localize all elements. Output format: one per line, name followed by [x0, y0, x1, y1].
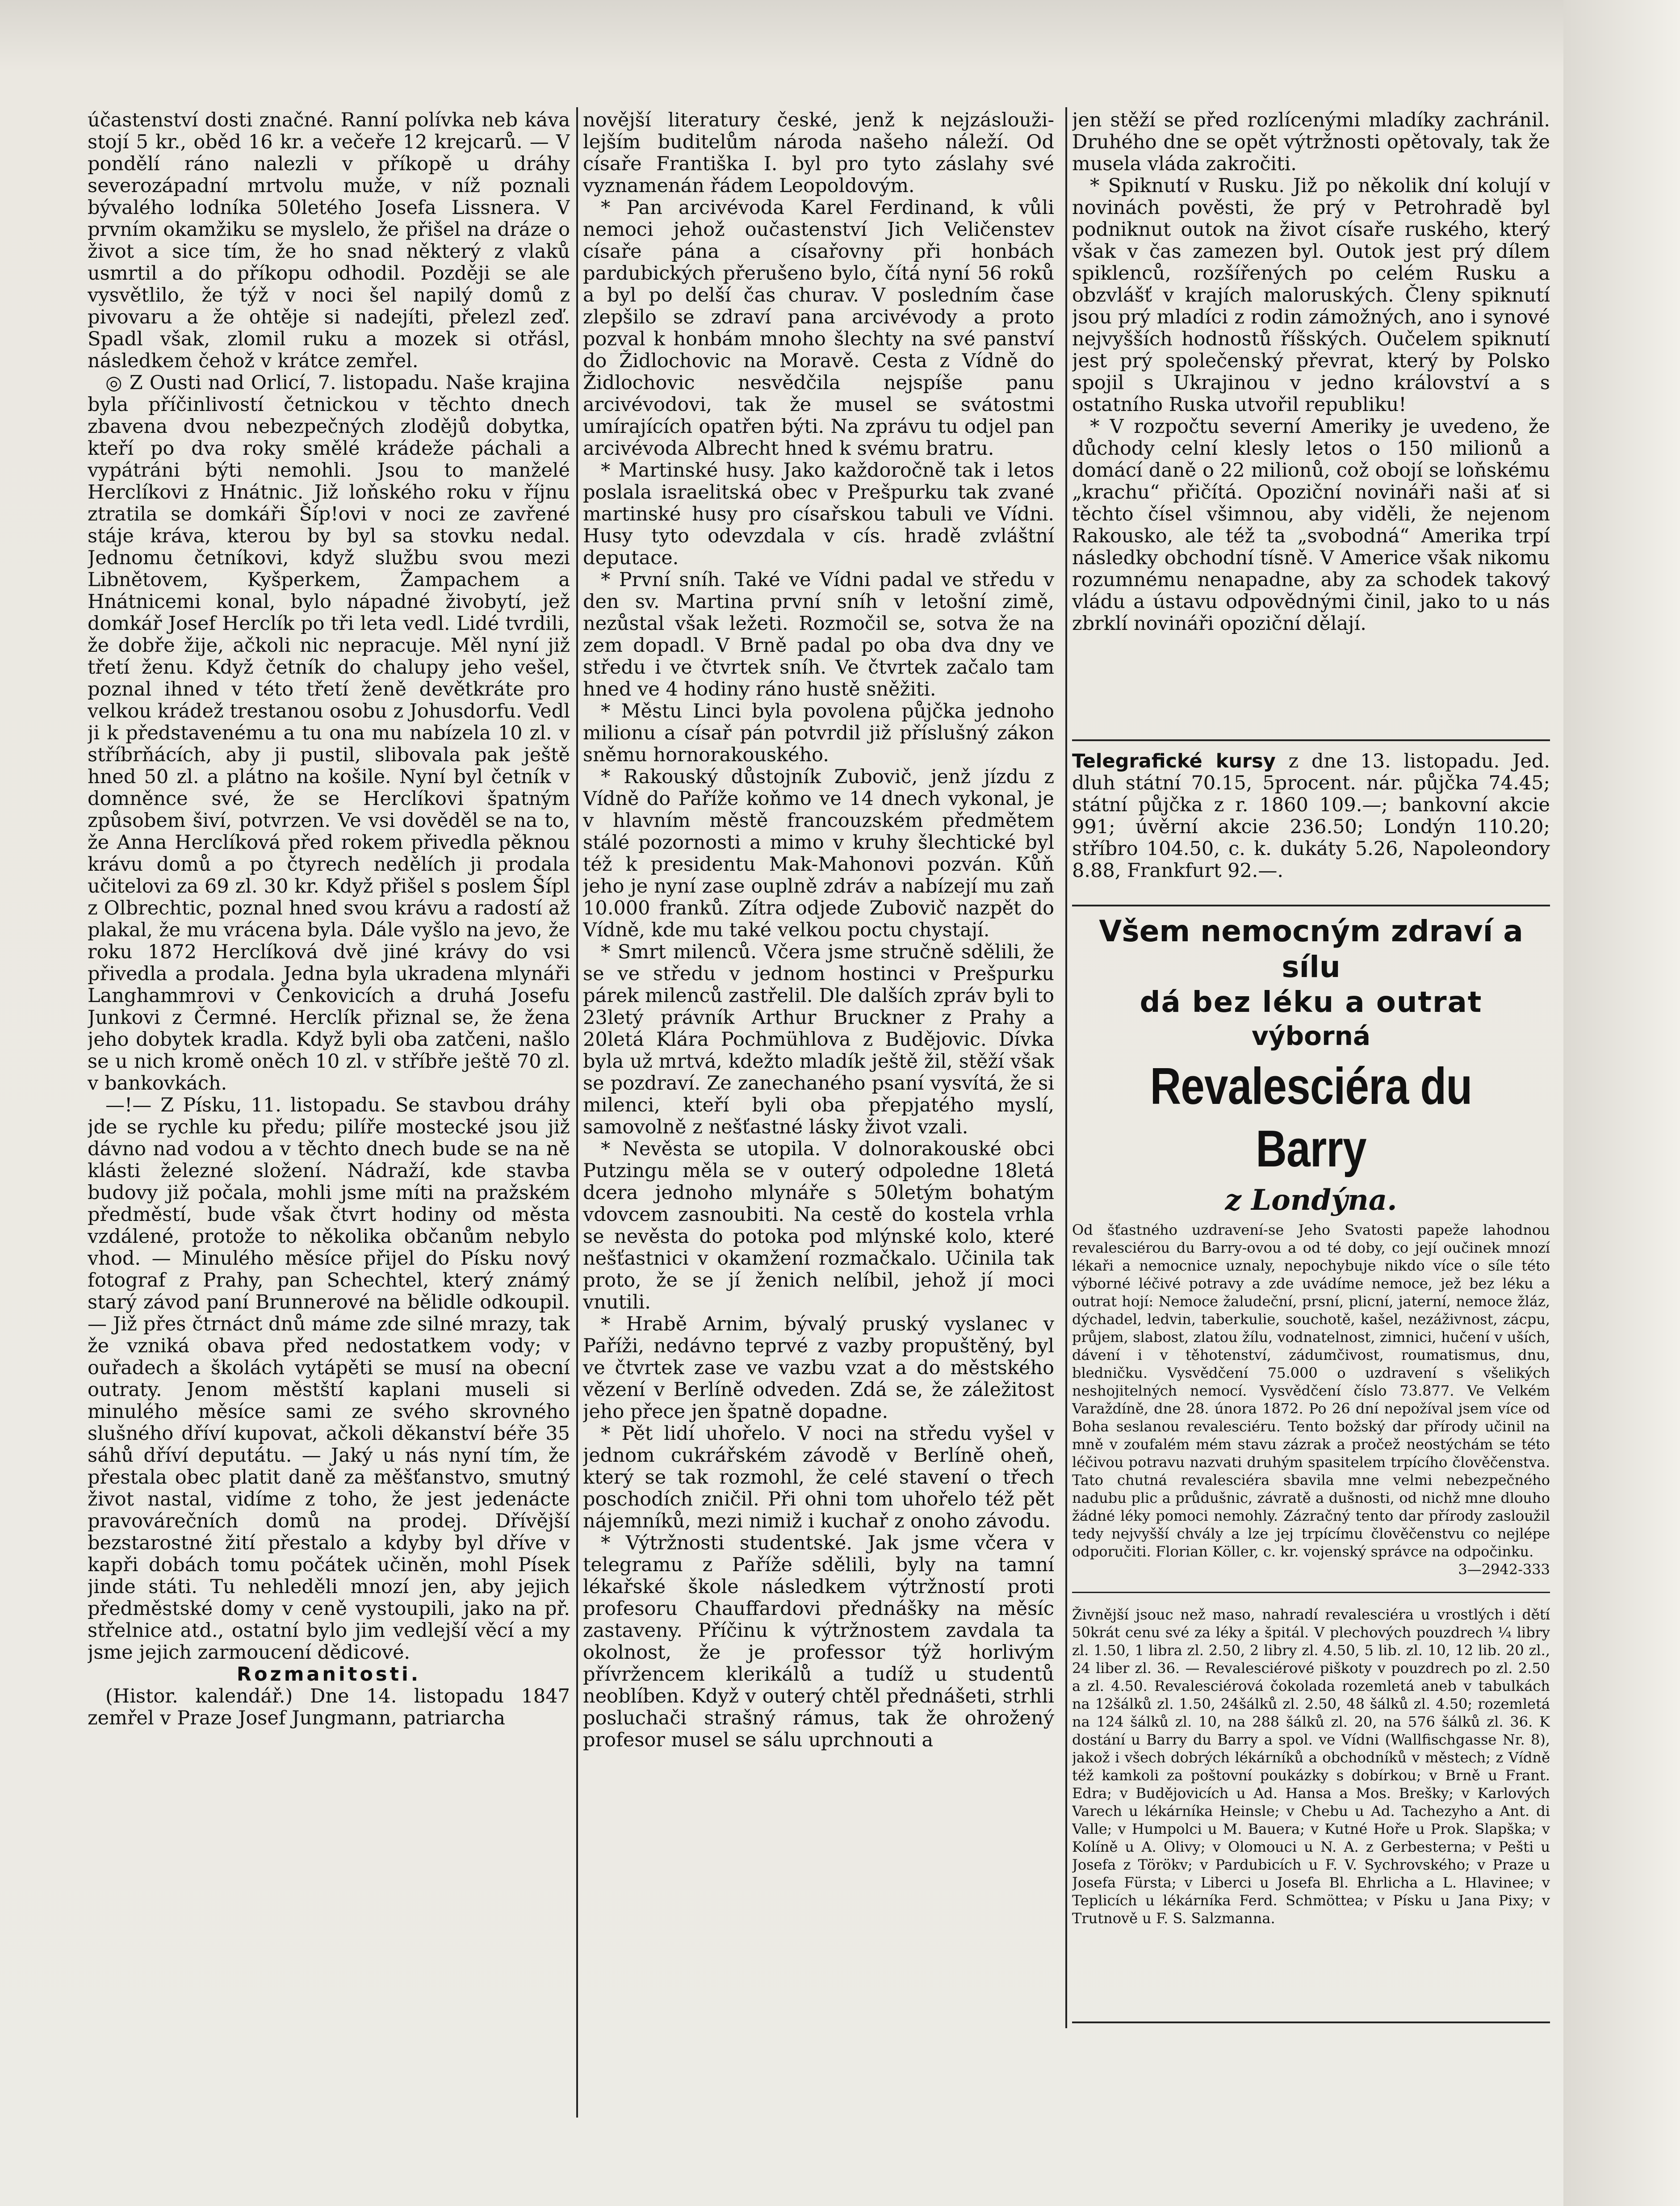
article-paragraph: * Nevěsta se utopila. V dolnorakouské obci Putzingu měla se v outerý odpoledne 18letá dcera jednoho mlynáře s 50letým bohatým vdovcem zasnoubiti. Na cestě do kostela vrhla se nevěsta do potoka pod mlýnské kolo, které nešťastnici v okamžení rozmačkalo. Učinila tak proto, že se jí ženich nelíbil, jehož jí moci vnutili. [583, 1138, 1054, 1313]
section-heading: Rozmanitosti. [236, 1663, 421, 1686]
section-rule [1072, 905, 1550, 906]
column-divider [576, 107, 578, 2118]
article-paragraph: * Smrt milenců. Včera jsme stručně sdělili, že se ve středu v jednom hostinci v Prešpurku párek milenců zastřelil. Dle dalších zpráv byli to 23letý právník Arthur Bruckner z Prahy a 20letá Klára Pochmühlova z Budějovic. Dívka byla už mrtvá, kdežto mladík ještě žil, stěží však se pozdraví. Ze zanechaného psaní vysvítá, že si milenci, kteří byli oba přepjatého myslí, samovolně z nešťastné lásky život vzali. [583, 941, 1054, 1138]
page-margin [1563, 0, 1680, 2206]
article-paragraph: * Spiknutí v Rusku. Již po několik dní kolují v novinách pověsti, že prý v Petrohradě byl podniknut outok na život císaře ruského, který však v čas zamezen byl. Outok jest prý dílem spiklenců, rozšířených po celém Rusku a obzvlášť v krajích maloruských. Členy spiknutí jsou prý mladíci z rodin zámožných, ano i synové nejvyšších hodnostů říšských. Oučelem spiknutí jest prý společenský převrat, který by Polsko spojil s Ukrajinou v jedno království a s ostatního Ruska utvořil republiku! [1072, 175, 1550, 416]
article-paragraph: * Martinské husy. Jako každoročně tak i letos poslala israelitská obec v Prešpurku tak zvané martinské husy pro císařskou tabuli ve Vídni. Husy tyto odevzdala v cís. hradě zvláštní deputace. [583, 459, 1054, 569]
section-rule [1072, 2021, 1550, 2023]
ad-reference-number: 3—2942-333 [1458, 1561, 1550, 1578]
column-1 [88, 109, 570, 2120]
ad-body-text: Živnější jsouc než maso, nahradí revalesciéra u vrostlých i dětí 50krát cenu své za léky a špitál. V plechových pouzdrech ¼ libry zl. 1.50, 1 libra zl. 2.50, 2 libry zl. 4.50, 5 lib. zl. 10, 12 lib. 20 zl., 24 liber zl. 36. — Revalesciérové piškoty v pouzdrech po zl. 2.50 a zl. 4.50. Revalesciérová čokolada rozemletá aneb v tabulkách na 12šálků zl. 1.50, 24šálků zl. 2.50, 48 šálků zl. 4.50; rozemletá na 124 šálků zl. 10, na 288 šálků zl. 20, na 576 šálků zl. 36. K dostání u Barry du Barry a spol. ve Vídni (Wallfischgasse Nr. 8), jakož i všech dobrých lékárníků a obchodníků v městech; z Vídně též kamkoli za poštovní poukázky s dobírkou; v Brně u Frant. Edra; v Budějovicích u Ad. Hansa a Mos. Brešky; v Karlových Varech u lékárníka Heinsle; v Chebu u Ad. Tachezyho a Ant. di Valle; v Humpolci u M. Bauera; v Kutné Hoře u Prok. Slapška; v Kolíně u A. Olivy; v Olomouci u N. A. z Gerbesterna; v Pešti u Josefa z Törökv; v Pardubicích u F. V. Sychrovského; v Praze u Josefa Fürsta; v Liberci u Josefa Bl. Ehrlicha a L. Hlavinee; v Teplicích u lékárníka Ferd. Schmöttea; v Písku u Jana Pixy; v Trutnově u F. S. Salzmanna. [1072, 1606, 1550, 1927]
ad-headline: dá bez léku a outrat [1140, 986, 1483, 1019]
ad-divider [1072, 1592, 1550, 1593]
article-paragraph: účastenství dosti značné. Ranní polívka neb káva stojí 5 kr., oběd 16 kr. a večeře 12 krejcarů. — V pondělí ráno nalezli v příkopě u dráhy severozápadní mrtvolu muže, v níž poznali bývalého lodníka 50letého Josefa Lissnera. V prvním okamžiku se myslelo, že přišel na dráze o život a sice tím, že ho snad některý z vlaků usmrtil a do příkopu odhodil. Později se ale vysvětlilo, že týž v noci šel napilý domů z pivovaru a že ohtěje si nadejíti, přelezl zeď. Spadl však, zlomil ruku a mozek si otřásl, následkem čehož v krátce zemřel. [88, 109, 570, 372]
exchange-rates-text: z dne 13. listopadu. Jed. dluh státní 70.15, 5procent. nár. půjčka 74.45; státní půjčka z r. 1860 109.—; bankovní akcie 991; úvěrní akcie 236.50; Londýn 110.20; stříbro 104.50, c. k. dukáty 5.26, Napoleondory 8.88, Frankfurt 92.—. [1072, 750, 1550, 882]
column-2 [583, 109, 1054, 2084]
article-paragraph: * První sníh. Také ve Vídni padal ve středu v den sv. Martina první sníh v letošní zimě, nezůstal však ležeti. Rozmočil se, sotva že na zem dopadl. V Brně padal po oba dva dny ve středu i ve čtvrtek sníh. Ve čtvrtek začalo tam hned ve 4 hodiny ráno hustě sněžiti. [583, 569, 1054, 700]
article-paragraph: —!— Z Písku, 11. listopadu. Se stavbou dráhy jde se rychle ku předu; pilíře mostecké jsou již dávno nad vodou a v těchto dnech bude se na ně klásti železné složení. Nádraží, kde stavba budovy již počala, mohli jsme míti na pražském předměstí, bude však čtvrt hodiny od města vzdálené, protože to několika občanům nebylo vhod. — Minulého měsíce přijel do Písku nový fotograf z Prahy, pan Schechtel, který známý starý závod paní Brunnerové na bělidle odkoupil. — Již přes čtrnáct dnů máme zde silné mrazy, tak že vzniká obava před nedostatkem vody; v ouřadech a školách vytápěti se musí na obecní outraty. Jenom městští kaplani museli si minulého měsíce sami ze svého skrovného slušného dříví kupovat, ačkoli děkanství béře 35 sáhů dříví deputátu. — Jaký u nás nyní tím, že přestala obec platit daně za měšťanstvo, smutný život nastal, vidíme z toho, že jest jedenácte pravovárečních domů na prodej. Dřívější bezstarostné žití přestalo a kdyby byl dříve v kapři dobách tomu počátek učiněn, mohl Písek jinde státi. Tu nehleděli mnozí jen, aby jejich předměstské domy v ceně vystoupili, jako na př. střelnice atd., ostatní bylo jim vedlejší věcí a my jsme jejich zarmoucení dědicové. [88, 1094, 570, 1664]
ad-product-title: Revalesciéra du Barry [1150, 1057, 1472, 1178]
article-paragraph: * Výtržnosti studentské. Jak jsme včera v telegramu z Paříže sdělili, byly na tamní lékařské škole následkem výtržností proti profesoru Chauffardovi přednášky na měsíc zastaveny. Příčinu k výtržnostem zavdala ta okolnost, že je professor týž horlivým přívržencem klerikálů a tudíž u studentů neoblíben. Když v outerý chtěl přednášeti, strhli posluchači strašný rámus, tak že ohrožený profesor musel se sálu uprchnouti a [583, 1532, 1054, 1751]
article-paragraph: * Hrabě Arnim, bývalý pruský vyslanec v Paříži, nedávno teprvé z vazby propuštěný, byl ve čtvrtek zase ve vazbu vzat a do městského vězení v Berlíně odveden. Zdá se, že záležitost jeho přece jen špatně dopadne. [583, 1313, 1054, 1423]
article-paragraph: * V rozpočtu severní Ameriky je uvedeno, že důchody celní klesly letos o 150 milionů a domácí daně o 22 milionů, což obojí se loňskému „krachu“ přičítá. Opoziční novináři naši ať si těchto čísel všimnou, aby viděli, že nejenom Rakousko, ale též ta „svobodná“ Amerika trpí následky obchodní tísně. V Americe však nikomu rozumnému nenapadne, aby za schodek takový vládu a ústavu odpovědnými činil, jako to u nás zbrklí novináři opoziční dělají. [1072, 415, 1550, 635]
ad-headline: Všem nemocným zdraví a sílu [1099, 914, 1523, 984]
ad-subtitle: z Londýna. [1225, 1183, 1397, 1217]
ad-body-text: Od šťastného uzdravení-se Jeho Svatosti papeže lahodnou revalesciérou du Barry-ovou a od té doby, co její oučinek mnozí lékaři a nemocnice uznaly, nepochybuje nikdo více o síle této výborné léčivé potravy a zde uvádíme nemoce, jež bez léku a outrat hojí: Nemoce žaludeční, prsní, plicní, jaterní, nemoce žláz, dýchadel, ledvin, taberkulie, souchotě, kašel, nezáživnost, zácpu, průjem, slabost, zlatou žílu, vodnatelnost, zimnici, hučení v uších, dávení i v těhotenství, zádumčivost, roumatismus, dnu, bledničku. Vysvědčení 75.000 o uzdravení s všelikých neshojitelných nemocí. Vysvědčení číslo 73.877. Ve Velkém Varaždíně, dne 28. února 1872. Po 26 dní nepožíval jsem více od Boha seslanou revalesciéru. Tento božský dar přírody učinil na mně v zoufalém mém stavu zázrak a pročež neostýchám se této léčivou potravu nazvati druhým spasitelem trpícího člověčenstva. Tato chutná revalesciéra sbavila mne velmi nebezpečného nadubu plic a průdušnic, závratě a dušnosti, od nichž mne dlouho žádné léky pomoci nemohly. Zázračný tento dar přírody zasloužil tedy nejvyšší chvály a lze jej trpícímu člověčenstvu co nejlépe odporučiti. Florian Köller, c. kr. vojenský správce na odpočinku. [1072, 1221, 1550, 1560]
article-paragraph: * Pět lidí uhořelo. V noci na středu vyšel v jednom cukrářském závodě v Berlíně oheň, který se tak rozmohl, že celé stavení o třech poschodích zničil. Při ohni tom uhořelo též pět nájemníků, mezi nimiž i kuchař z onoho závodu. [583, 1422, 1054, 1532]
ad-headline: výborná [1251, 1021, 1370, 1051]
section-rule [1072, 739, 1550, 741]
article-paragraph: (Histor. kalendář.) Dne 14. listopadu 1847 zemřel v Praze Josef Jungmann, patriarcha [88, 1685, 570, 1729]
column-divider [1065, 107, 1067, 2028]
article-paragraph: jen stěží se před rozlícenými mladíky zachránil. Druhého dne se opět výtržnosti opětovaly, tak že musela vláda zakročiti. [1072, 109, 1550, 175]
article-paragraph: * Rakouský důstojník Zubovič, jenž jízdu z Vídně do Paříže koňmo ve 14 dnech vykonal, je v hlavním městě francouzském předmětem stálé pozornosti a mimo v kruhy šlechtické byl též k presidentu Mak-Mahonovi pozván. Kůň jeho je nyní zase ouplně zdráv a nabízejí mu zaň 10.000 franků. Zítra odjede Zubovič nazpět do Vídně, kde mu také velkou poctu chystají. [583, 766, 1054, 941]
revalesciere-advertisement [1072, 914, 1550, 2026]
article-paragraph: * Městu Linci byla povolena půjčka jednoho milionu a císař pán potvrdil již příslušný zákon sněmu hornorakouského. [583, 700, 1054, 766]
article-paragraph: ◎ Z Ousti nad Orlicí, 7. listopadu. Naše krajina byla příčinlivostí četnickou v těchto dnech zbavena dvou nebezpečných zlodějů dobytka, kteří po dva roky smělé krádeže páchali a vypátráni býti nemohli. Jsou to manželé Herclíkovi z Hnátnic. Již loňského roku v říjnu ztratila se domkáři Šíp!ovi v noci ze zavřené stáje kráva, kterou by byl sa stovku nedal. Jednomu četníkovi, když službu svou mezi Libnětovem, Kyšperkem, Žampachem a Hnátnicemi konal, bylo nápadné živobytí, jež domkář Josef Herclík po tři leta vedl. Lidé tvrdili, že dobře žije, ačkoli nic nepracuje. Měl nyní již třetí ženu. Když četník do chalupy jeho vešel, poznal ihned v této třetí ženě devětkráte pro velkou krádež trestanou osobu z Johusdorfu. Vedl ji k představenému a tu ona mu nabízela 10 zl. v stříbrňácích, aby ji pustil, slibovala pak ještě hned 50 zl. a plátno na košile. Nyní byl četník v domněnce své, že se Herclíkovi špatným způsobem šiví, potvrzen. Ve vsi dověděl se na to, že Anna Herclíková před rokem přivedla pěknou krávu domů a po čtyrech nedělích ji prodala učitelovi za 69 zl. 30 kr. Když přišel s poslem Šípl z Olbrechtic, poznal hned svou krávu a radostí až plakal, že mu vrácena byla. Dále vyšlo na jevo, že roku 1872 Herclíková dvě jiné krávy do vsi přivedla a prodala. Jedna byla ukradena mlynáři Langhammrovi v Čenkovicích a druhá Josefu Junkovi z Čermné. Herclík přiznal se, že žena jeho dobytek kradla. Když byli oba zatčeni, našlo se u nich kromě oněch 10 zl. v stříbře ještě 70 zl. v bankovkách. [88, 372, 570, 1095]
article-paragraph: * Pan arcivévoda Karel Ferdinand, k vůli nemoci jehož oučastenství Jich Veličenstev císaře pána a císařovny při honbách pardubických přerušeno bylo, čítá nyní 56 roků a byl po delší čas churav. V posledním čase zlepšilo se zdraví pana arcivévody a proto pozval k honbám mnoho šlechty na své panství do Židlochovic na Moravě. Cesta z Vídně do Židlochovic nesvědčila nejspíše panu arcivévodovi, tak že musel se svátostmi umírajících opatřen býti. Na zprávu tu odjel pan arcivévoda Albrecht hned k svému bratru. [583, 197, 1054, 460]
exchange-rates [1072, 751, 1550, 882]
exchange-rates-title: Telegrafické kursy [1072, 750, 1276, 772]
article-paragraph: novější literatury české, jenž k nejzáslouži-lejším buditelům národa našeho náleží. Od císaře Františka I. byl pro tyto záslahy své vyznamenán řádem Leopoldovým. [583, 109, 1054, 197]
